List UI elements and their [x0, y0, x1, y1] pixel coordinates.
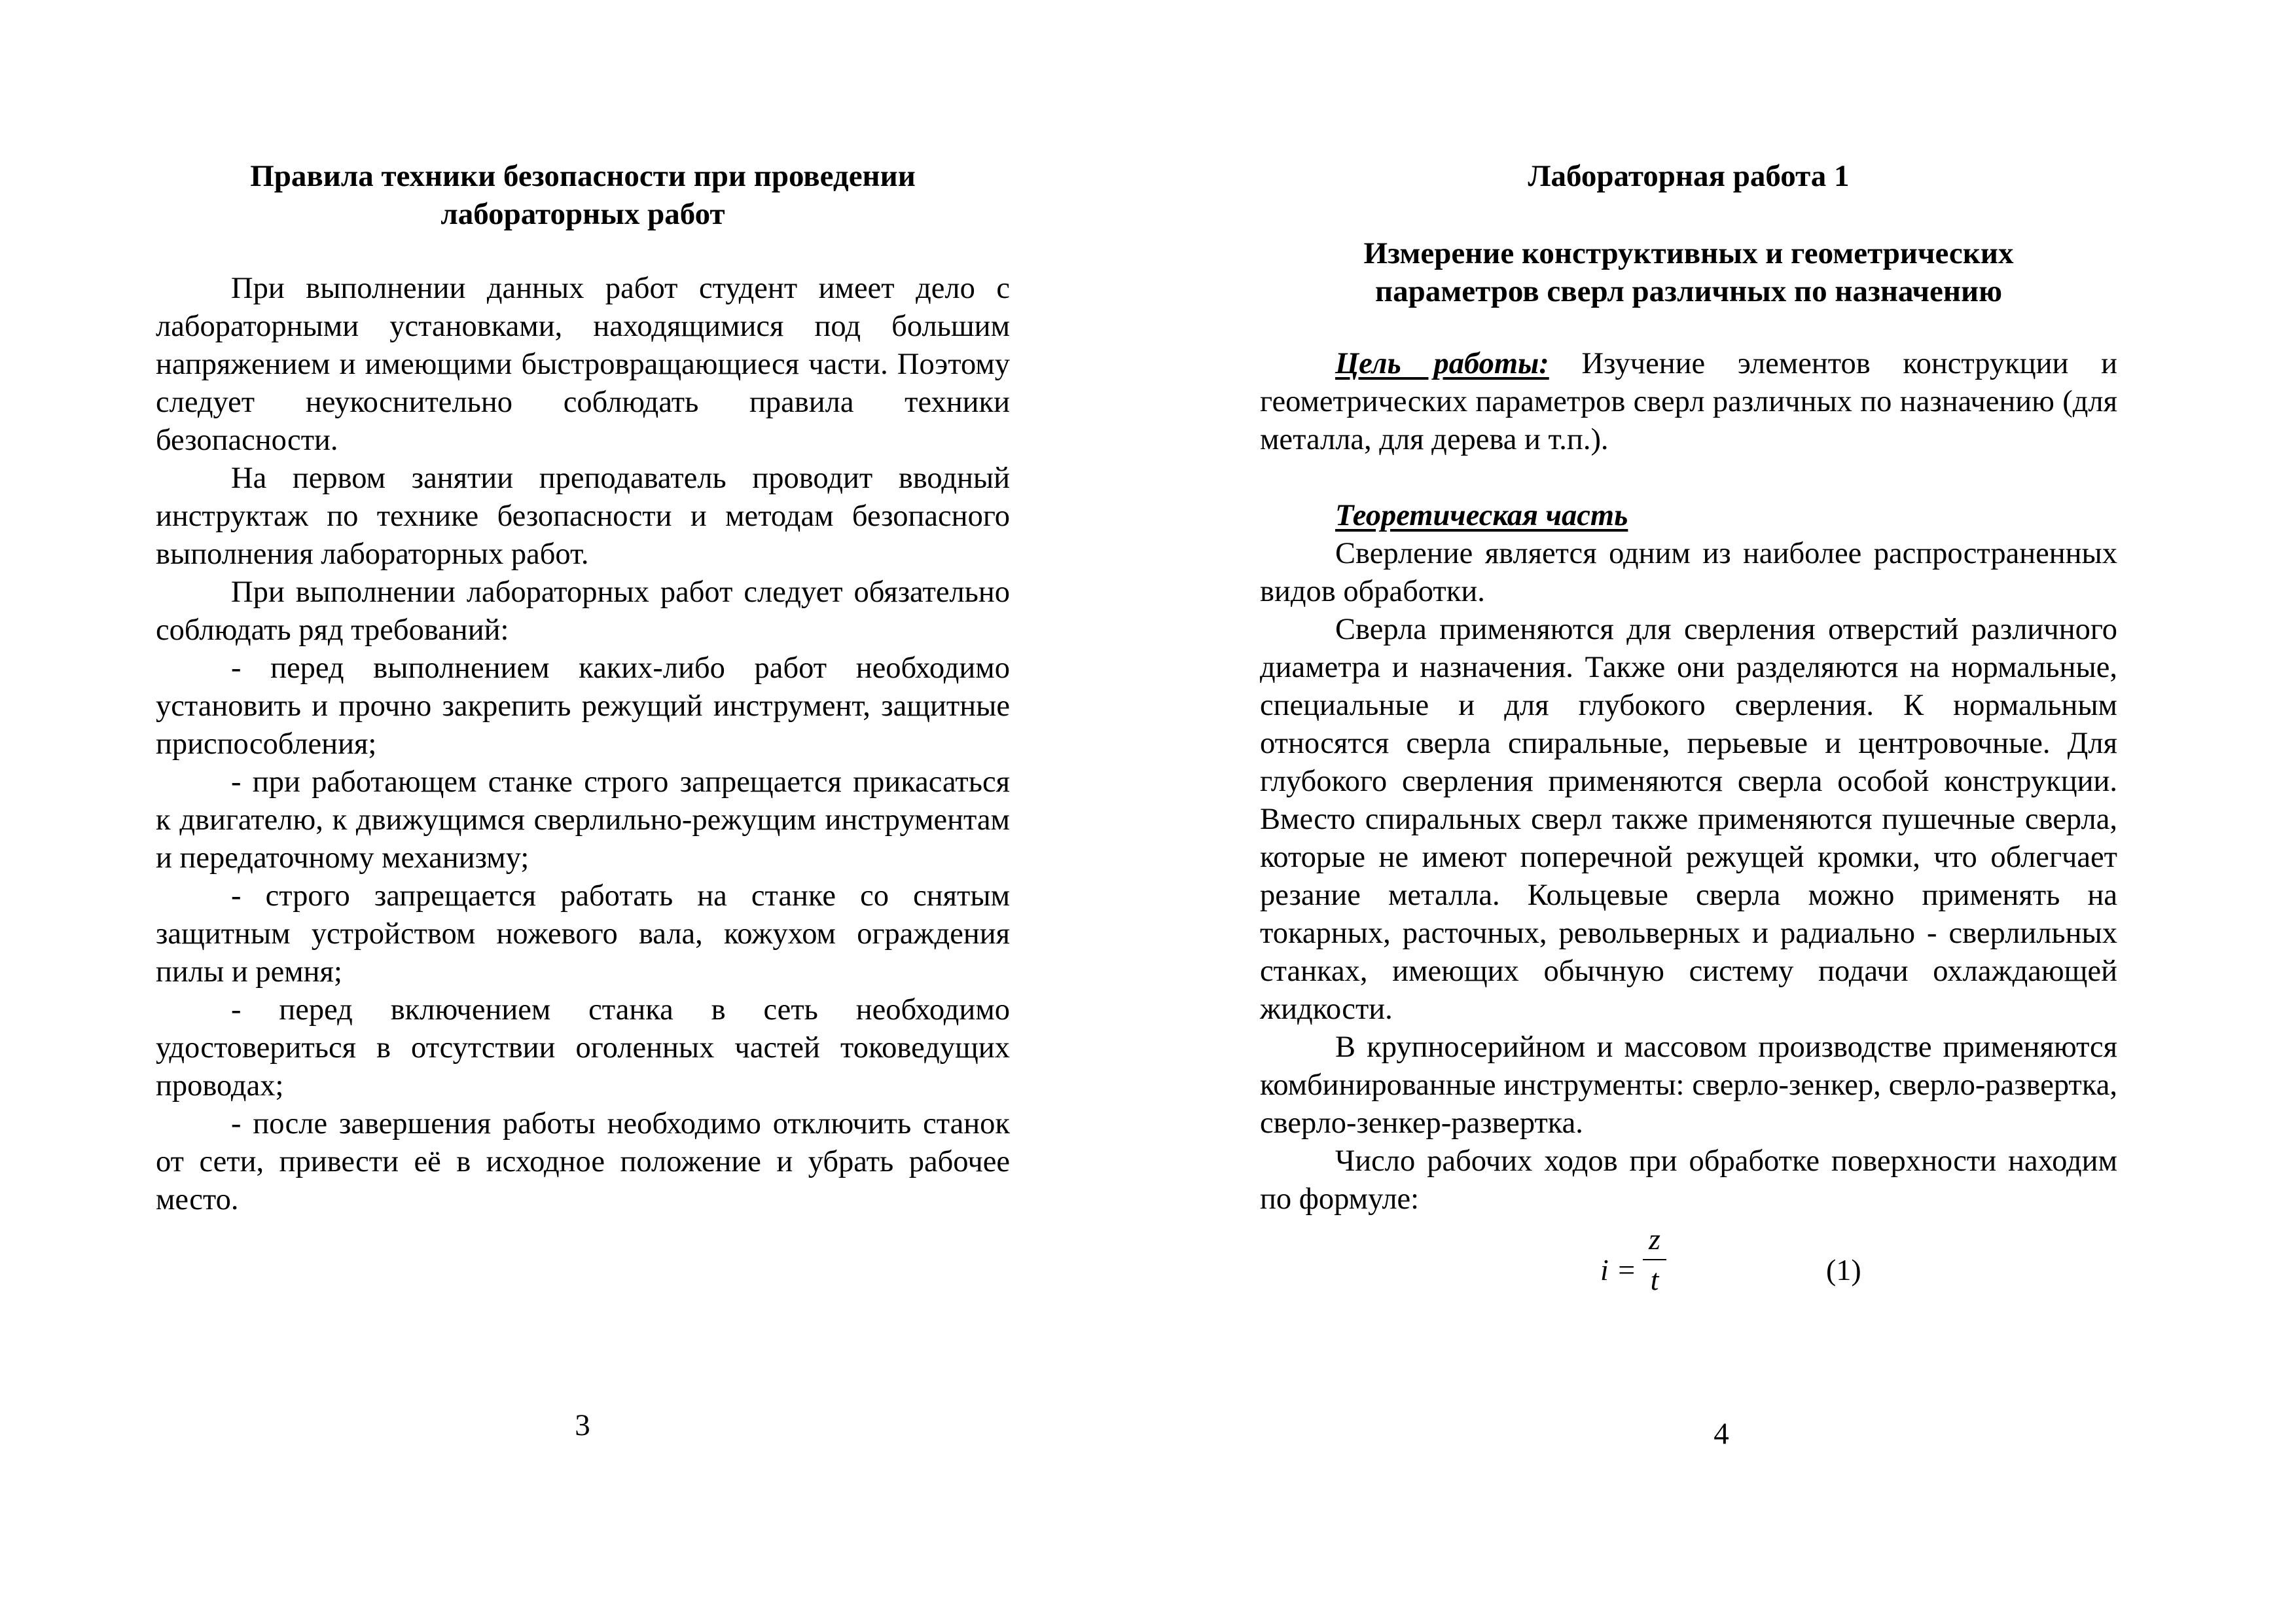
- goal-label: Цель работы:: [1335, 347, 1549, 380]
- paragraph: В крупносерийном и массовом производстве применяются комбинированные инструменты: сверло-зенкер, сверло-развертка, сверло-зенкер-развертка.: [1260, 1030, 2117, 1140]
- page-number: 3: [575, 1408, 590, 1442]
- safety-rules-title-line2: лабораторных работ: [440, 197, 725, 231]
- formula-numerator: z: [1649, 1222, 1660, 1256]
- theory-heading: [1260, 497, 2117, 535]
- safety-rules-body: [156, 270, 1010, 1219]
- work-topic-title: [1260, 234, 2117, 310]
- goal-paragraph: [1260, 345, 2117, 459]
- paragraph: На первом занятии преподаватель проводит вводный инструктаж по технике безопасности и методам безопасного выполнения лабораторных работ.: [156, 462, 1010, 571]
- lab-work-body: [1260, 345, 2117, 1307]
- paragraph: Число рабочих ходов при обработке поверхности находим по формуле:: [1260, 1144, 2117, 1216]
- requirement-item: - при работающем станке строго запрещается прикасаться к двигателю, к движущимся сверлильно-режущим инструментам и передаточному механизму;: [156, 765, 1010, 875]
- lab-work-title: Лабораторная работа 1: [1528, 159, 1850, 193]
- formula-1: [1260, 1222, 2117, 1307]
- goal-text: Изучение элементов конструкции и геометрических параметров сверл различных по назначению (для металла, для дерева и т.п.).: [1260, 347, 2117, 456]
- work-topic-title-line2: параметров сверл различных по назначению: [1375, 274, 2002, 308]
- safety-rules-title: [156, 157, 1010, 233]
- paragraph: При выполнении данных работ студент имеет дело с лабораторными установками, находящимися под большим напряжением и имеющими быстровращающиеся части. Поэтому следует неукоснительно соблюдать правила техники безопасности.: [156, 272, 1010, 457]
- equation-number: (1): [1826, 1253, 1861, 1286]
- paragraph: Сверление является одним из наиболее распространенных видов обработки.: [1260, 537, 2117, 608]
- paragraph: Сверла применяются для сверления отверстий различного диаметра и назначения. Также они разделяются на нормальные, специальные и для глубокого сверления. К нормальным относятся сверла спиральные, перьевые и центровочные. Для глубокого сверления применяются сверла особой конструкции. Вместо спиральных сверл также применяются пушечные сверла, которые не имеют поперечной режущей кромки, что облегчает резание металла. Кольцевые сверла можно применять на токарных, расточных, револьверных и радиально - сверлильных станках, имеющих обычную систему подачи охлаждающей жидкости.: [1260, 613, 2117, 1026]
- requirement-item: - перед включением станка в сеть необходимо удостовериться в отсутствии оголенных частей токоведущих проводах;: [156, 993, 1010, 1103]
- requirement-item: - строго запрещается работать на станке со снятым защитным устройством ножевого вала, кожухом ограждения пилы и ремня;: [156, 879, 1010, 989]
- work-topic-title-line1: Измерение конструктивных и геометрических: [1363, 236, 2014, 270]
- requirement-item: - после завершения работы необходимо отключить станок от сети, привести её в исходное положение и убрать рабочее место.: [156, 1107, 1010, 1216]
- page-number: 4: [1713, 1417, 1729, 1451]
- theory-label: Теоретическая часть: [1335, 499, 1628, 532]
- fraction-bar: [1643, 1259, 1666, 1260]
- formula-lhs: i =: [1600, 1253, 1637, 1286]
- formula-denominator: t: [1650, 1263, 1659, 1296]
- paragraph: При выполнении лабораторных работ следует обязательно соблюдать ряд требований:: [156, 575, 1010, 647]
- right-page: [1260, 0, 2117, 1623]
- left-page: [156, 0, 1010, 1623]
- safety-rules-title-line1: Правила техники безопасности при проведении: [250, 159, 916, 193]
- formula-fraction: [1641, 1222, 1668, 1297]
- requirement-item: - перед выполнением каких-либо работ необходимо установить и прочно закрепить режущий инструмент, защитные приспособления;: [156, 651, 1010, 761]
